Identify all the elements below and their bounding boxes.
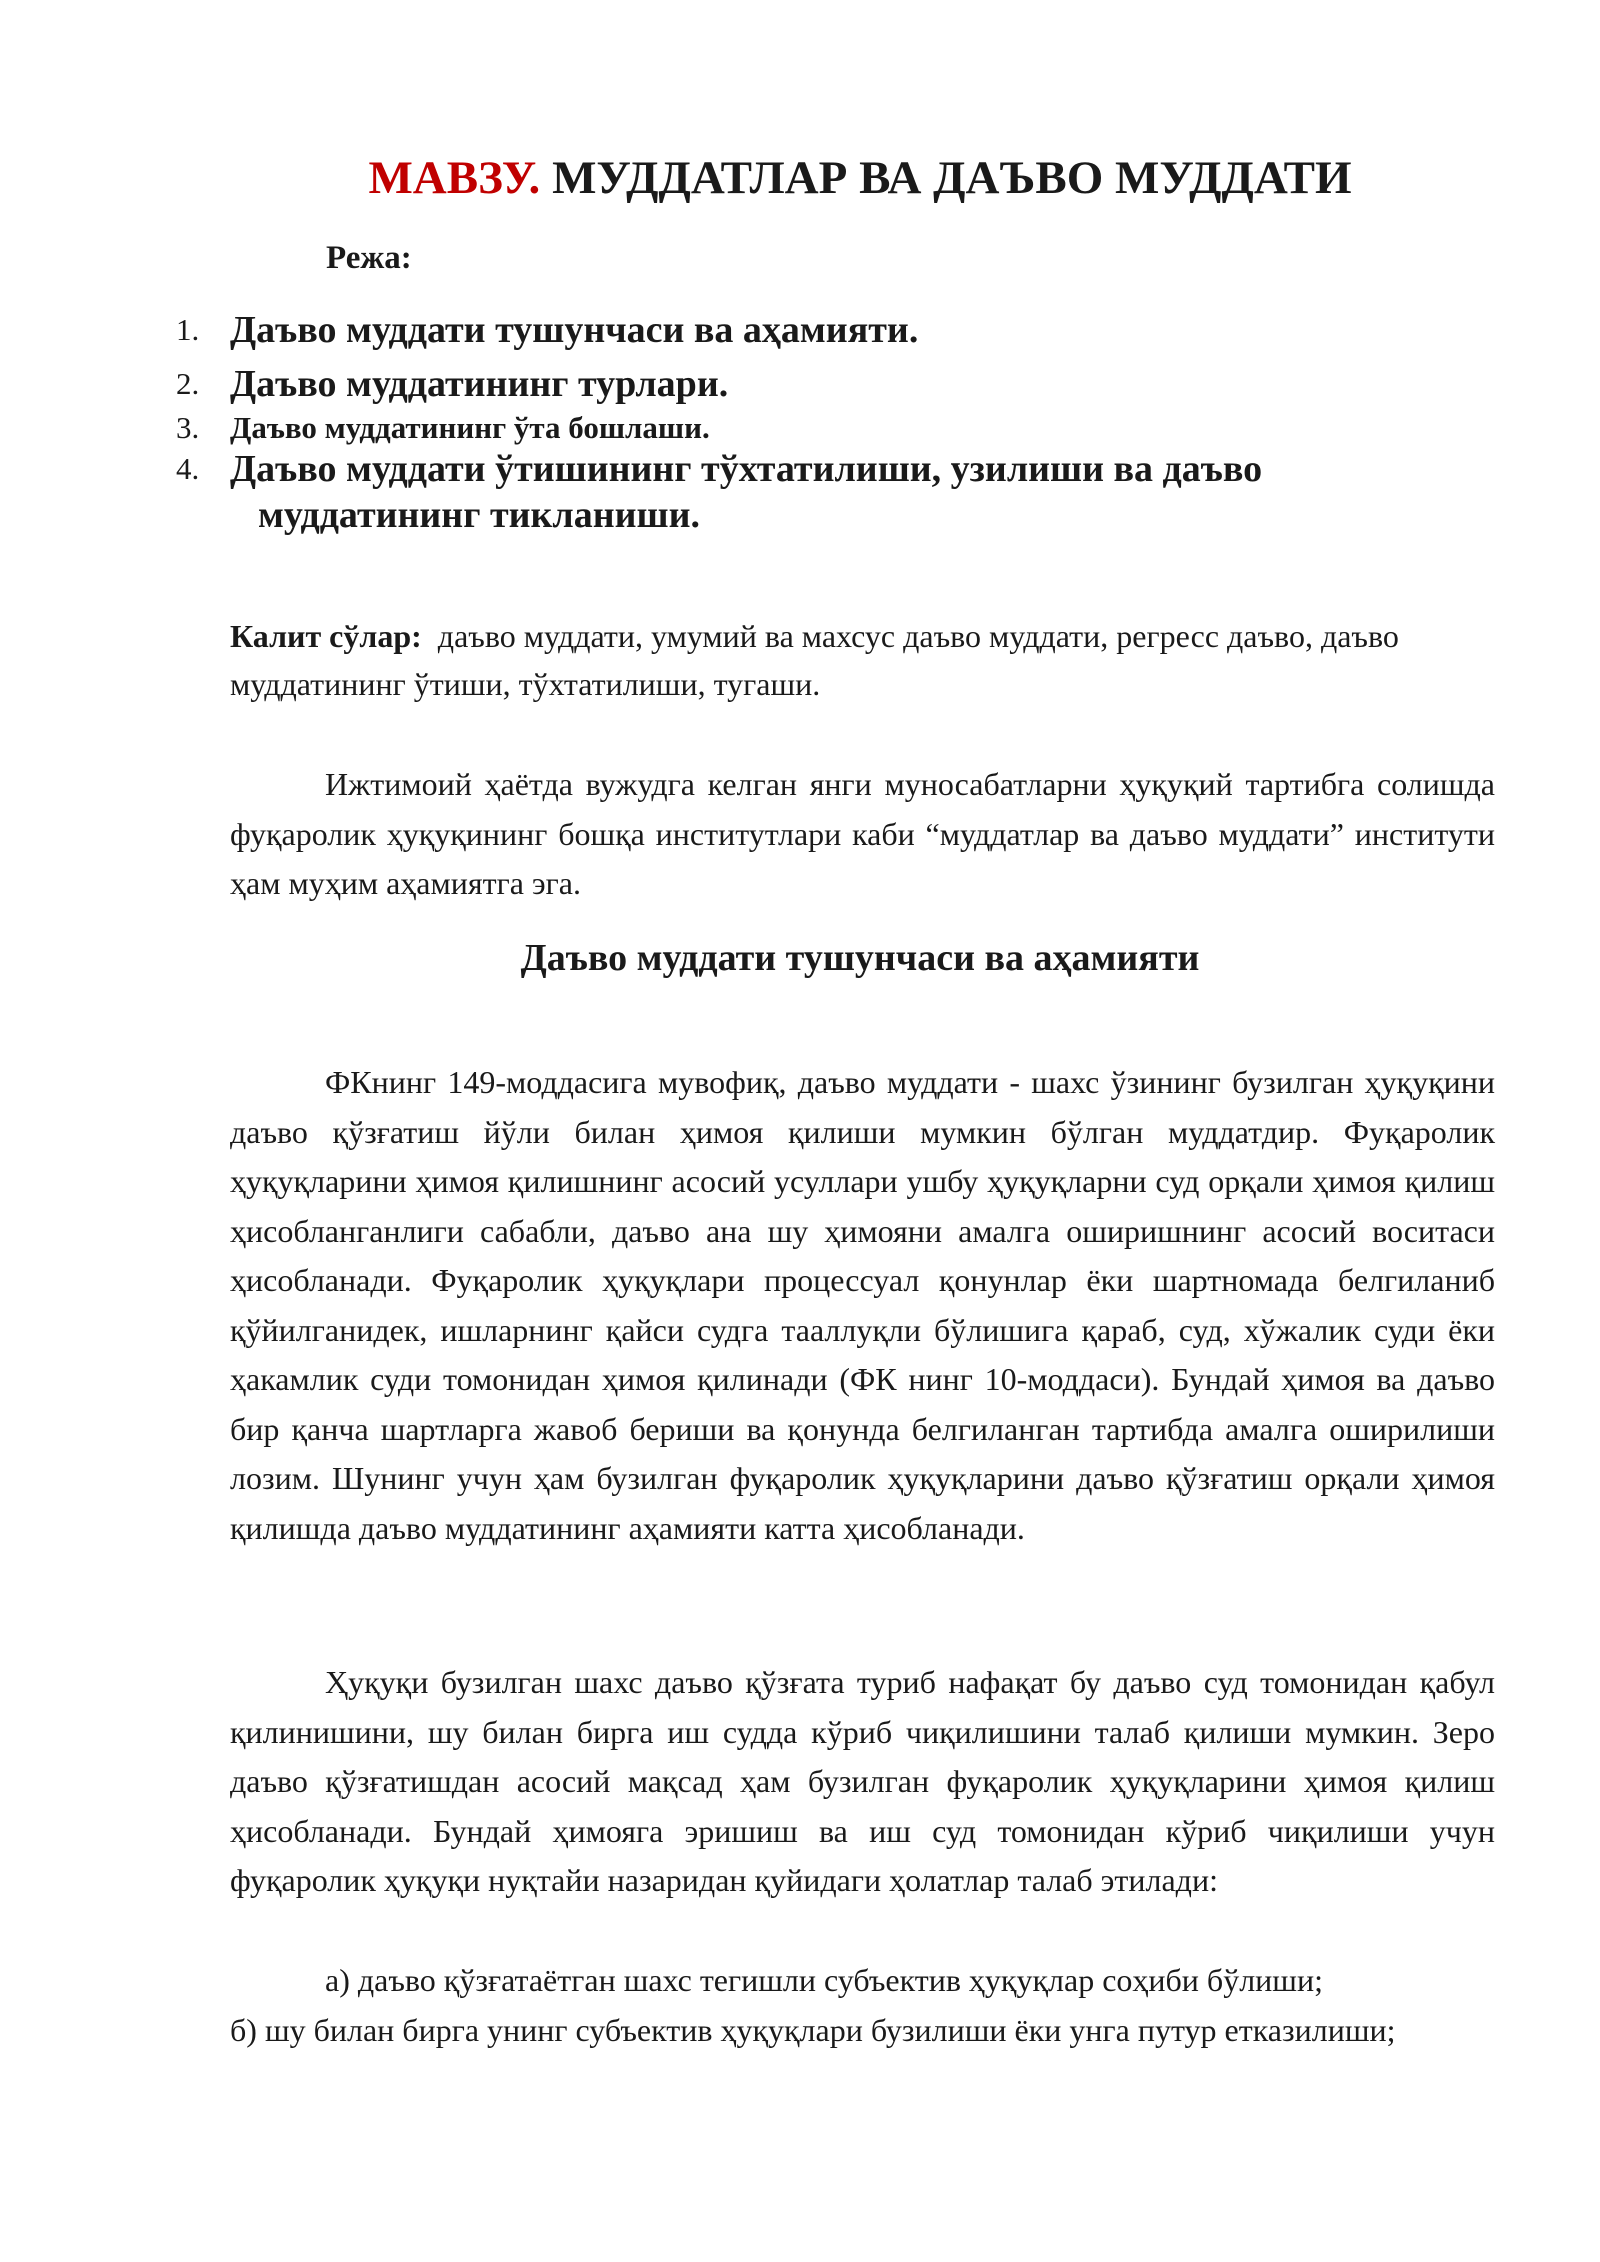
- plan-item-number: 3.: [176, 410, 200, 445]
- body-paragraph: ФКнинг 149-моддасига мувофиқ, даъво муддати - шахс ўзининг бузилган ҳуқуқини даъво қўзғатиш йўли билан ҳимоя қилиши мумкин бўлган муддатдир. Фуқаролик ҳуқуқларини ҳимоя қилишнинг асосий усуллари ушбу ҳуқуқларни суд орқали ҳимоя қилиш ҳисобланганлиги сабабли, даъво ана шу ҳимояни амалга оширишнинг асосий воситаси ҳисобланади. Фуқаролик ҳуқуқлари процессуал қонунлар ёки шартномада белгиланиб қўйилганидек, ишларнинг қайси судга тааллуқли бўлишига қараб, суд, хўжалик суди ёки ҳакамлик суди томонидан ҳимоя қилинади (ФК нинг 10-моддаси). Бундай ҳимоя ва даъво бир қанча шартларга жавоб бериши ва қонунда белгиланган тартибда амалга оширилиши лозим. Шунинг учун ҳам бузилган фуқаролик ҳуқуқларини даъво қўзғатиш орқали ҳимоя қилишда даъво муддатининг аҳамияти катта ҳисобланади.: [230, 1064, 1495, 1546]
- plan-item-text: Даъво муддатининг турлари.: [230, 363, 729, 405]
- plan-item-text: Даъво муддати тушунчаси ва аҳамияти.: [230, 309, 919, 351]
- plan-item-text-line1: Даъво муддати ўтишининг тўхтатилиши, узилиши ва даъво: [230, 448, 1263, 490]
- plan-item-number: 4.: [176, 451, 200, 486]
- keywords-label: Калит сўлар:: [230, 618, 422, 654]
- title-prefix: МАВЗУ.: [368, 152, 541, 204]
- plan-item-number: 1.: [176, 312, 200, 347]
- plan-label: Режа:: [326, 240, 412, 276]
- condition-item-a: а) даъво қўзғатаётган шахс тегишли субъектив ҳуқуқлар соҳиби бўлиши;: [325, 1962, 1323, 1998]
- plan-item-number: 2.: [176, 366, 200, 401]
- page-title: [0, 148, 1600, 208]
- keywords-block: [230, 612, 1495, 708]
- keywords-text: даъво муддати, умумий ва махсус даъво муддати, регресс даъво, даъво муддатининг ўтиши, тўхтатилиши, тугаши.: [230, 618, 1399, 702]
- title-main: МУДДАТЛАР ВА ДАЪВО МУДДАТИ: [552, 152, 1352, 204]
- intro-paragraph: Ижтимоий ҳаётда вужудга келган янги муносабатларни ҳуқуқий тартибга солишда фуқаролик ҳуқуқининг бошқа институтлари каби “муддатлар ва даъво муддати” институти ҳам муҳим аҳамиятга эга.: [230, 766, 1495, 901]
- condition-item-b: б) шу билан бирга унинг субъектив ҳуқуқлари бузилиши ёки унга путур етказилиши;: [230, 2012, 1396, 2048]
- plan-item-text-line2: муддатининг тикланиши.: [258, 494, 700, 536]
- section-heading: Даъво муддати тушунчаси ва аҳамияти: [520, 937, 1200, 979]
- body-paragraph: Ҳуқуқи бузилган шахс даъво қўзғата туриб нафақат бу даъво суд томонидан қабул қилинишини, шу билан бирга иш судда кўриб чиқилишини талаб қилиши мумкин. Зеро даъво қўзғатишдан асосий мақсад ҳам бузилган фуқаролик ҳуқуқларини ҳимоя қилиш ҳисобланади. Бундай ҳимояга эришиш ва иш суд томонидан кўриб чиқилиши учун фуқаролик ҳуқуқи нуқтайи назаридан қуйидаги ҳолатлар талаб этилади:: [230, 1664, 1495, 1898]
- plan-item-text: [230, 446, 1430, 538]
- plan-item-text: Даъво муддатининг ўта бошлаши.: [230, 410, 710, 445]
